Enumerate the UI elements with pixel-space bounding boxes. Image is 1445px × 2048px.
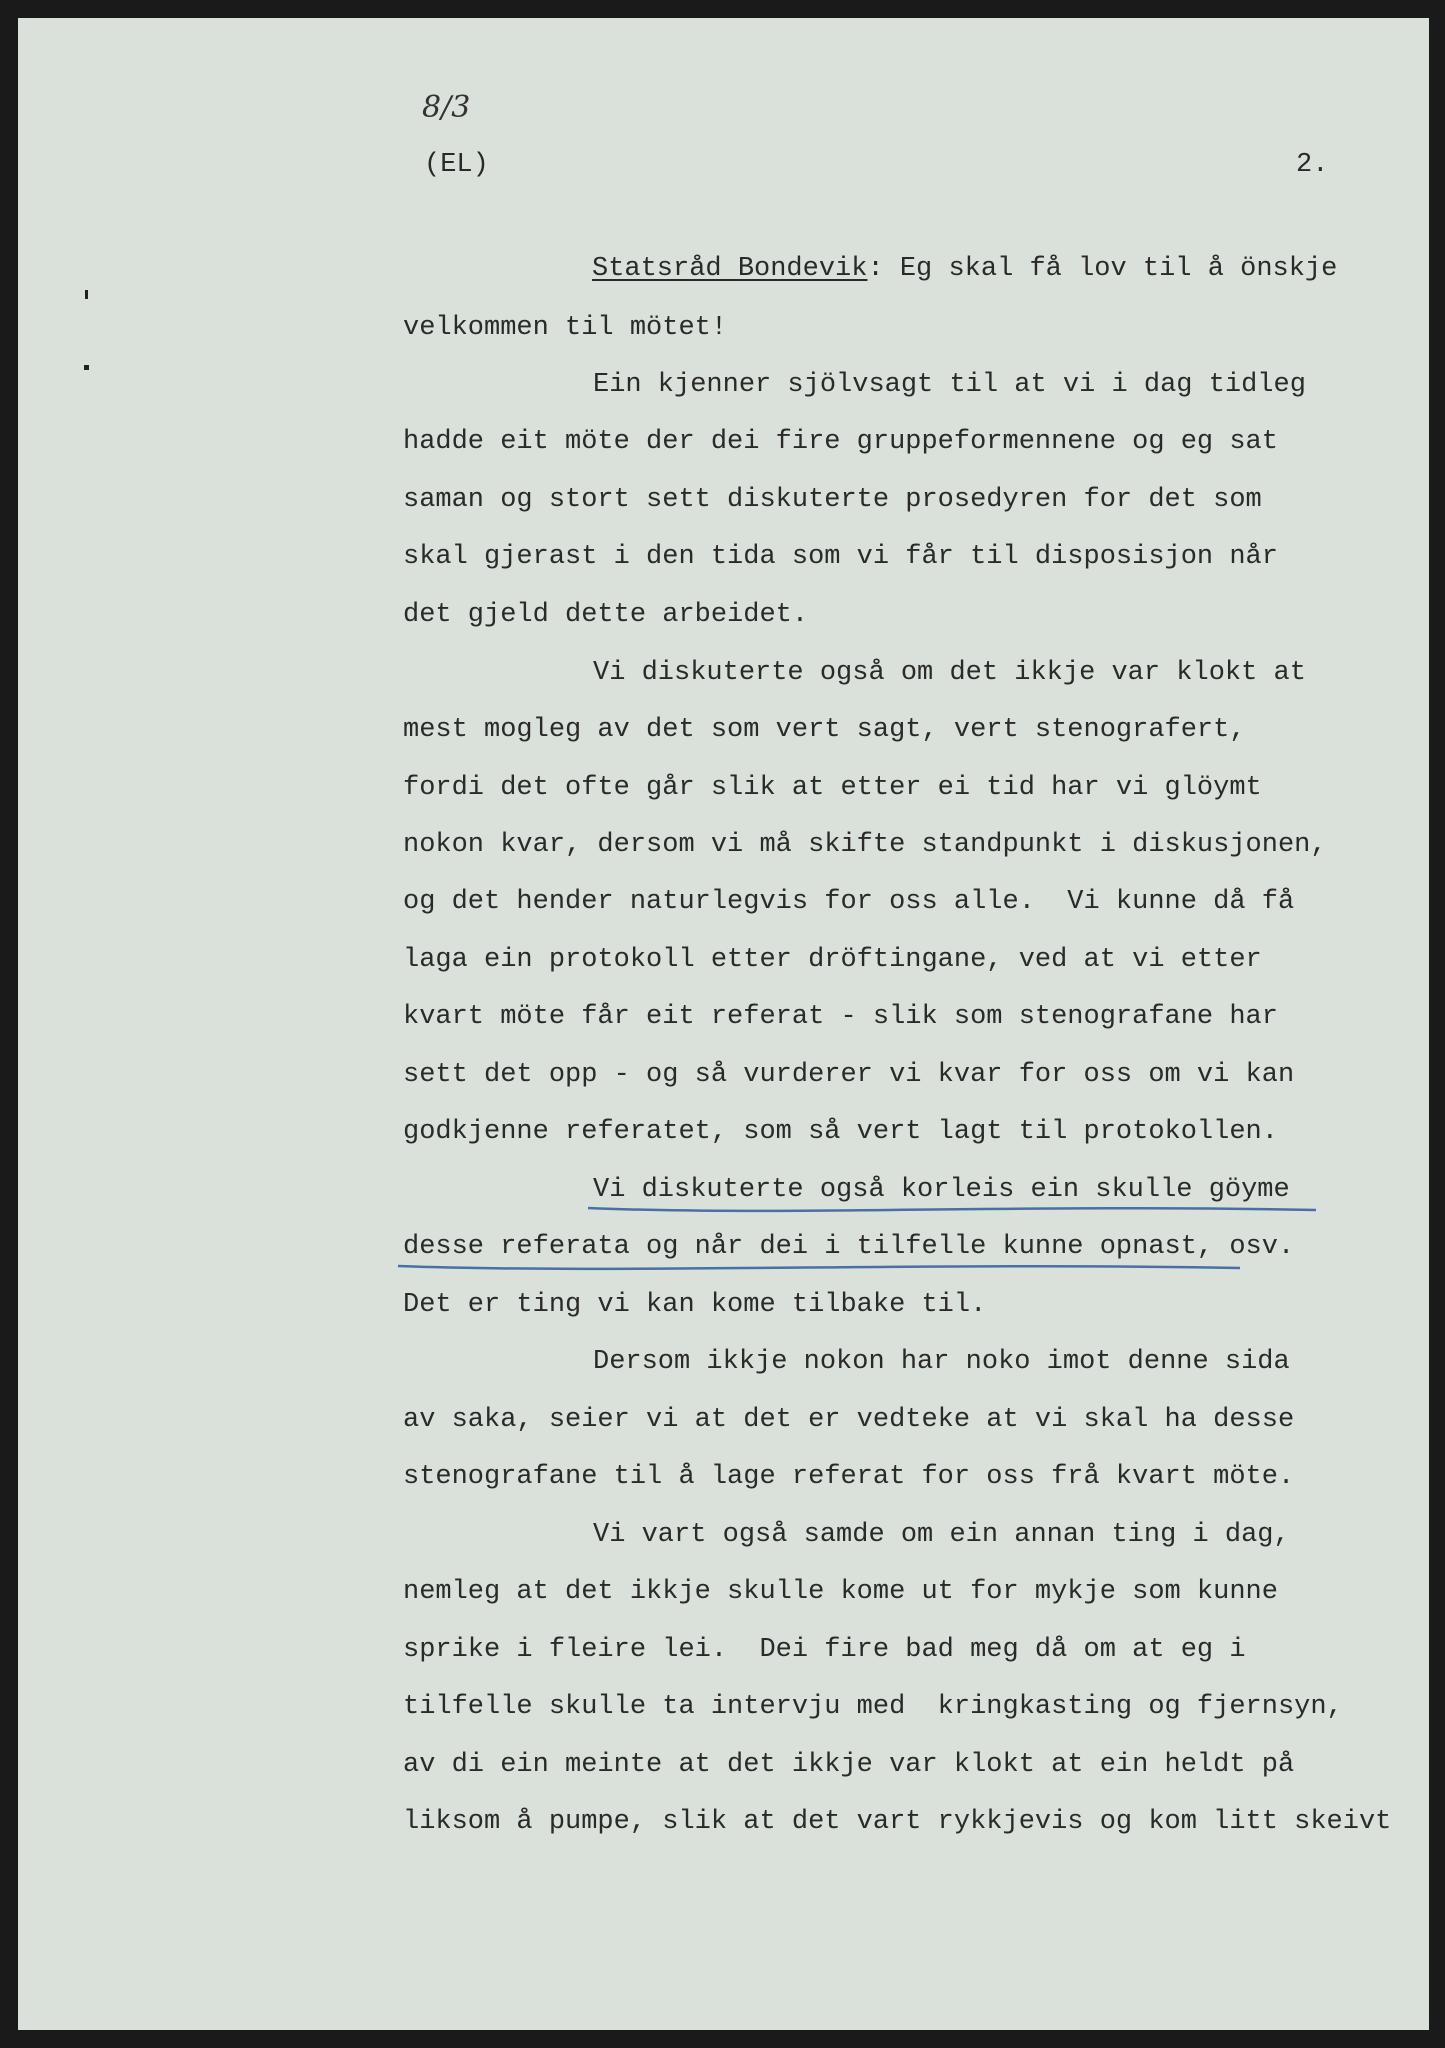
document-page bbox=[18, 18, 1429, 2030]
pen-underline-annotation bbox=[18, 18, 1429, 2030]
text-line: Ein kjenner sjölvsagt til at vi i dag tidleg bbox=[593, 370, 1306, 400]
author-initials: (EL) bbox=[424, 150, 489, 180]
text-line: stenografane til å lage referat for oss frå kvart möte. bbox=[403, 1462, 1295, 1492]
page-number: 2. bbox=[1296, 150, 1329, 180]
text-line: mest mogleg av det som vert sagt, vert stenografert, bbox=[403, 715, 1246, 745]
text-line: fordi det ofte går slik at etter ei tid har vi glöymt bbox=[403, 773, 1262, 803]
text-line: Dersom ikkje nokon har noko imot denne sida bbox=[593, 1347, 1290, 1377]
pen-underline bbox=[588, 1208, 1316, 1211]
text-line: kvart möte får eit referat - slik som stenografane har bbox=[403, 1002, 1278, 1032]
text-line: Vi vart også samde om ein annan ting i dag, bbox=[593, 1520, 1290, 1550]
text-line: av saka, seier vi at det er vedteke at vi skal ha desse bbox=[403, 1405, 1295, 1435]
text-line: skal gjerast i den tida som vi får til disposisjon når bbox=[403, 542, 1278, 572]
text-line: det gjeld dette arbeidet. bbox=[403, 600, 809, 630]
pen-underline bbox=[398, 1266, 1240, 1269]
text-line: nemleg at det ikkje skulle kome ut for mykje som kunne bbox=[403, 1577, 1278, 1607]
text-line: hadde eit möte der dei fire gruppeformennene og eg sat bbox=[403, 427, 1278, 457]
text-line: godkjenne referatet, som så vert lagt til protokollen. bbox=[403, 1117, 1278, 1147]
speaker-colon: : bbox=[867, 254, 884, 284]
text-line: desse referata og når dei i tilfelle kunne opnast, osv. bbox=[403, 1232, 1295, 1262]
text-line: Det er ting vi kan kome tilbake til. bbox=[403, 1290, 987, 1320]
text-line: saman og stort sett diskuterte prosedyren for det som bbox=[403, 485, 1262, 515]
text-line: laga ein protokoll etter dröftingane, ved at vi etter bbox=[403, 945, 1262, 975]
text-line: Vi diskuterte også om det ikkje var klokt at bbox=[593, 658, 1306, 688]
text-line: tilfelle skulle ta intervju med kringkasting og fjernsyn, bbox=[403, 1692, 1343, 1722]
text-line: og det hender naturlegvis for oss alle. Vi kunne då få bbox=[403, 887, 1295, 917]
handwritten-reference: 8/3 bbox=[422, 90, 471, 125]
speaker-name: Statsråd Bondevik bbox=[592, 254, 868, 284]
text-line: sett det opp - og så vurderer vi kvar for oss om vi kan bbox=[403, 1060, 1295, 1090]
text-line: liksom å pumpe, slik at det vart rykkjevis og kom litt skeivt bbox=[403, 1807, 1392, 1837]
text-line: sprike i fleire lei. Dei fire bad meg då om at eg i bbox=[403, 1635, 1246, 1665]
text-line: Eg skal få lov til å önskje bbox=[883, 254, 1338, 284]
text-line: Vi diskuterte også korleis ein skulle göyme bbox=[593, 1175, 1290, 1205]
text-line: av di ein meinte at det ikkje var klokt at ein heldt på bbox=[403, 1750, 1295, 1780]
text-line: velkommen til mötet! bbox=[403, 313, 728, 343]
text-line: nokon kvar, dersom vi må skifte standpunkt i diskusjonen, bbox=[403, 830, 1327, 860]
